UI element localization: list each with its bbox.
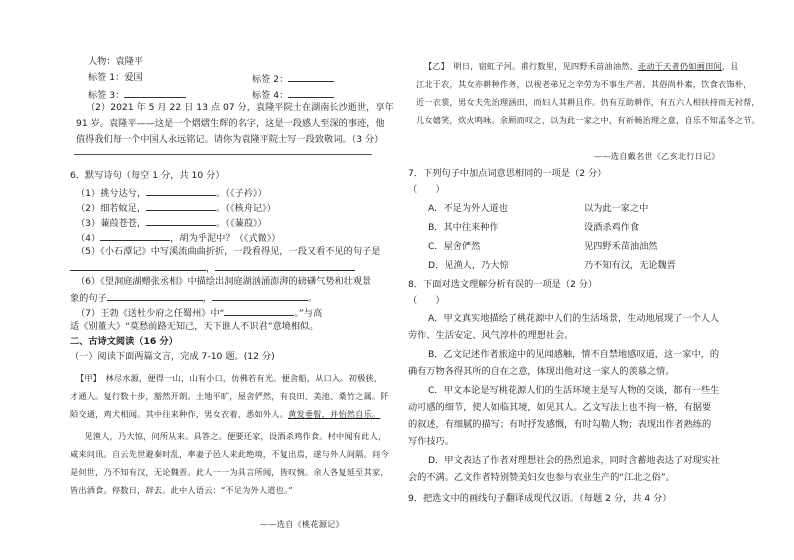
- yi-line-2: 江北于农，其女亦耕种作务，以视老弟兄之辛劳为不事生产者。其俗尚朴素，饮食衣饰朴，: [416, 79, 752, 89]
- jia-line-5: 咸来问讯。自云先世避秦时乱，率妻子邑人来此绝境，不复出焉，遂与外人间隔。问今: [70, 449, 389, 459]
- q6-5-line-2: ，: [70, 261, 355, 275]
- q6-4: （4） ，胡为乎泥中？（《式微》）: [76, 233, 281, 244]
- q7-option-c-1[interactable]: C．屋舍俨然: [428, 241, 481, 252]
- tag-3-blank[interactable]: [124, 88, 186, 98]
- yi-line-4: 儿女嬉笑，炊火鸣咏。余顾而叹之，以为此一家之中，有祈畅治理之意，自乐不知孟冬之节。: [416, 115, 760, 125]
- q7-option-a-1[interactable]: A．不足为外人道也: [428, 203, 508, 214]
- q7-option-b-2: 设酒杀鸡作食: [584, 222, 640, 233]
- q7-option-c-2: 见四野禾苗油油然: [584, 241, 658, 252]
- q8-option-c-4: 写作技巧。: [408, 436, 454, 447]
- answer-line: [74, 154, 372, 155]
- yi-source: ——选自戴名世《乙亥北行日记》: [594, 151, 720, 161]
- q8-option-c-3: 的叙述，有细腻的描写；有时抒发感慨，有时勾勒人物；表现出作者熟练的: [408, 419, 712, 430]
- q6-3: （3）蒹葭苍苍， 。（《蒹葭》）: [76, 218, 267, 229]
- jia-underlined: 黄发垂髫，并怡然自乐。: [288, 409, 381, 419]
- q7-option-d-2: 乃不知有汉，无论魏晋: [584, 260, 676, 271]
- q6-1: （1）挑兮达兮， 。（《子衿》）: [76, 188, 267, 199]
- tag-4: 标签 4：: [252, 88, 334, 102]
- q8-paren: （ ）: [408, 295, 445, 306]
- q7-paren: （ ）: [408, 184, 445, 195]
- tag-2-blank[interactable]: [288, 72, 334, 82]
- q6-5-line-1: （5）《小石潭记》中写溪流曲曲折折，一段看得见，一段又看不见的句子是: [76, 246, 381, 257]
- q7-option-d-1[interactable]: D．见渔人，乃大惊: [428, 260, 509, 271]
- q8-option-b-1[interactable]: B．乙文记述作者旅途中的见闻感触，情不自禁地感叹道，这一家中，的: [428, 349, 720, 360]
- q6-4-blank[interactable]: [100, 231, 170, 241]
- q2-line-2: 91 岁。袁隆平——这是一个熠熠生辉的名字，这是一段感人至深的事迹，他: [76, 118, 385, 129]
- q7-option-a-2: 以为此一家之中: [584, 203, 649, 214]
- q6-7-blank[interactable]: [224, 306, 294, 316]
- section-2-sub: （一）阅读下面两篇文言，完成 7-10 题。(12 分): [70, 351, 275, 362]
- q8-option-d-2: 会的不满。乙文作者特别赞美妇女也参与农业生产的“江北之俗”。: [408, 472, 675, 483]
- q8-option-a-2: 劳作、生活安定、风气淳朴的理想社会。: [408, 330, 574, 341]
- q8-option-c-1[interactable]: C．甲文本论是写桃花源人们的生活环境主是写人物的交谈，都有一些生: [428, 385, 720, 396]
- section-2-title: 二、古诗文阅读（16 分）: [70, 336, 178, 347]
- jia-line-6: 是何世，乃不知有汉，无论魏晋。此人一一为具言所闻，皆叹惋。余人各复延至其家，: [70, 467, 389, 477]
- q8-option-d-1[interactable]: D．甲文表达了作者对理想社会的热烈追求，同时含蓄地表达了对现实社: [428, 455, 720, 466]
- tag-4-blank[interactable]: [288, 88, 334, 98]
- yi-line-3: 近一衣裳，男女夫先治理涵田，而妇人其耕且作。仍有互助耕作，有五六人相扶持而无衬帮，: [416, 97, 760, 107]
- jia-line-2: 才通人。复行数十步，豁然开朗。土地平旷，屋舍俨然，有良田、美池、桑竹之属。阡: [70, 391, 389, 401]
- q6-5-blank-a[interactable]: [70, 261, 206, 271]
- jia-line-3: 陌交通，鸡犬相闻。其中往来种作，男女衣着，悉如外人。黄发垂髫，并怡然自乐。: [70, 409, 381, 419]
- jia-line-4: 见渔人，乃大惊，问所从来。具答之。便要还家，设酒杀鸡作食。村中闻有此人，: [76, 431, 387, 441]
- q8-title: 8．下面对选文理解分析有误的一项是（2 分）: [408, 279, 598, 290]
- q2-line-1: （2）2021 年 5 月 22 日 13 点 07 分，袁隆平院士在湖南长沙逝世，享年: [86, 102, 394, 113]
- jia-line-1: 【甲】 林尽水源，便得一山，山有小口，仿佛若有光。便舍船，从口入。初极狭，: [76, 373, 383, 383]
- q8-option-c-2: 动可感的细节，使人如临其境，如见其人。乙文写法上也不拘一格，有据要: [408, 402, 712, 413]
- q7-title: 7．下列句子中加点词意思相同的一项是（2 分）: [408, 168, 607, 179]
- q6-2-blank[interactable]: [146, 201, 216, 211]
- q6-1-blank[interactable]: [146, 186, 216, 196]
- yi-line-1: 【乙】 明日，宿虹子河。甫行数里，见四野禾苗油油然，走动于天者仍如画田间，且: [424, 61, 739, 71]
- q8-option-b-2: 确有万物各得其所的自在之意，体现出他对这一家人的羡慕之情。: [408, 366, 675, 377]
- q6-title: 6．默写诗句（每空 1 分，共 10 分）: [70, 170, 225, 181]
- q2-line-3: 值得我们每一个中国人永远铭记。请你为袁隆平院士写一段致敬词。（3 分）: [76, 134, 384, 145]
- q6-6-line-1: （6）《望洞庭湖赠张丞相》中描绘出洞庭湖汹涌澎湃的磅礴气势和壮观景: [76, 276, 372, 287]
- q6-5-blank-b[interactable]: [215, 261, 355, 271]
- q6-6-line-2: 象的句子 ， 。: [70, 293, 318, 304]
- q8-option-a-1[interactable]: A．甲文真实地描绘了桃花源中人们的生活场景，生动地展现了一个人人: [428, 313, 720, 324]
- tag-1: 标签 1：爱国: [88, 72, 143, 83]
- jia-source: ——选自《桃花源记》: [260, 519, 344, 529]
- q7-option-b-1[interactable]: B．其中往来种作: [428, 222, 499, 233]
- q6-3-blank[interactable]: [146, 216, 216, 226]
- q6-2: （2）细若蚊足， 。（《核舟记》）: [76, 203, 276, 214]
- jia-line-7: 皆出酒食。停数日，辞去。此中人语云：“不足为外人道也。”: [70, 485, 293, 495]
- q6-6-blank-b[interactable]: [212, 291, 308, 301]
- tag-3: 标签 3：: [88, 88, 186, 102]
- tag-2: 标签 2：: [252, 72, 334, 86]
- q6-6-blank-a[interactable]: [107, 291, 203, 301]
- q6-7-line-2: 适《别董大》“莫愁前路无知己，天下谁人不识君”意境相似。: [70, 321, 319, 332]
- yi-underlined: 走动于天者仍如画田间: [637, 61, 722, 71]
- person-line: 人物：袁隆平: [88, 56, 144, 67]
- q6-7-line-1: （7）王勃《送杜少府之任蜀州》中“ 。”与高: [76, 308, 323, 319]
- q9-title: 9．把选文中的画线句子翻译成现代汉语。（每题 2 分，共 4 分）: [408, 493, 672, 504]
